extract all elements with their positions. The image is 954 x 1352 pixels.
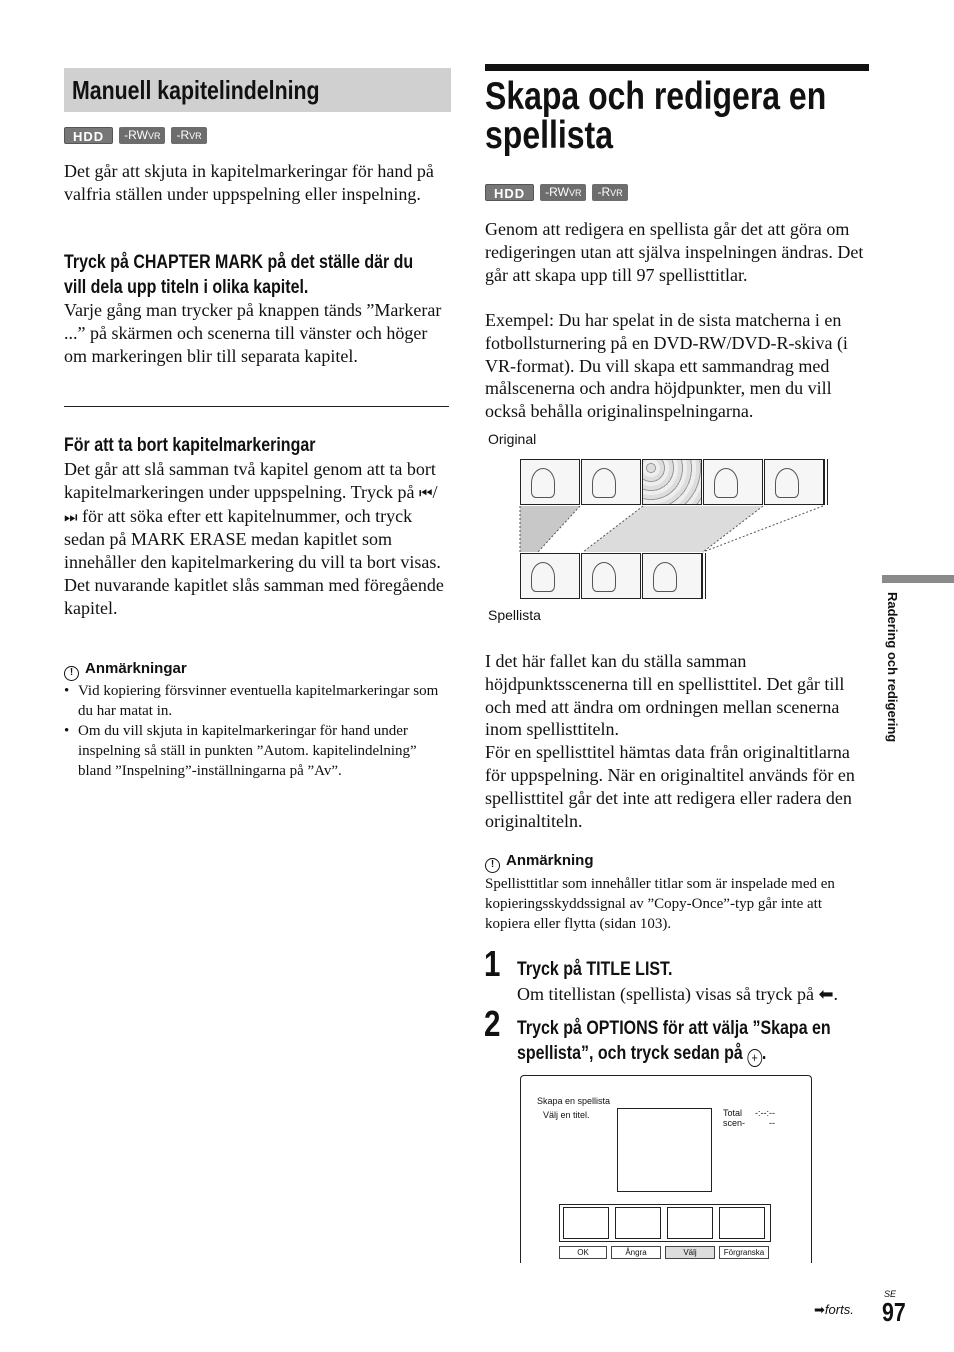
undo-button[interactable]: Ångra	[611, 1246, 661, 1259]
frame-strip-end	[824, 459, 828, 505]
diagram-playlist-label: Spellista	[488, 607, 541, 623]
side-tab-bar	[882, 575, 954, 583]
note-icon: !	[485, 858, 500, 873]
playlist-frame	[642, 553, 702, 599]
total-value: -:--:-- --	[755, 1108, 775, 1128]
step-body: Varje gång man trycker på knappen tänds ”Markerar ...” på skärmen och scenerna till vänster och höger om markeringen blir till separata kapitel.	[64, 300, 442, 366]
sub-heading: För att ta bort kapitelmarkeringar	[64, 434, 316, 456]
thumbnail[interactable]	[563, 1207, 609, 1239]
preview-button[interactable]: Förgranska	[719, 1246, 769, 1259]
badge-row-right	[485, 184, 634, 202]
badge-row-left	[64, 127, 213, 145]
original-frame	[520, 459, 580, 505]
back-arrow-icon: ⬅	[818, 984, 834, 1005]
hdd-badge: HDD	[64, 127, 113, 144]
prev-chapter-icon: ⏮	[418, 483, 433, 502]
frame-strip-end	[702, 553, 706, 599]
original-frame	[703, 459, 763, 505]
side-tab-label: Radering och redigering	[885, 592, 900, 743]
continued-label: ➡forts.	[814, 1302, 854, 1318]
screen-subtitle: Välj en titel.	[543, 1110, 590, 1120]
playlist-diagram	[518, 459, 830, 601]
step-1-body: Om titellistan (spellista) visas så tryck på ⬅.	[517, 984, 839, 1005]
step-2-heading: Tryck på OPTIONS för att välja ”Skapa en spellista”, och tryck sedan på + .	[517, 1017, 831, 1065]
preview-window	[617, 1108, 712, 1192]
left-intro: Det går att skjuta in kapitelmarkeringar för hand på valfria ställen under uppspelning eller inspelning.	[64, 161, 434, 204]
playlist-frame	[520, 553, 580, 599]
diagram-original-label: Original	[488, 431, 537, 447]
section-title: Manuell kapitelindelning	[72, 75, 320, 105]
notes-heading: ! Anmärkningar	[64, 660, 187, 681]
title-rule	[485, 64, 869, 71]
arrow-right-icon: ➡	[814, 1303, 825, 1318]
hdd-badge: HDD	[485, 184, 534, 201]
screen-title: Skapa en spellista	[537, 1096, 611, 1106]
original-frame	[581, 459, 641, 505]
total-label: Total scen-	[723, 1108, 746, 1128]
playlist-frame	[581, 553, 641, 599]
thumbnail[interactable]	[719, 1207, 765, 1239]
next-chapter-icon: ⏭	[64, 507, 78, 526]
note-heading: ! Anmärkning	[485, 852, 594, 873]
page-title: Skapa och redigera en spellista	[485, 75, 827, 157]
step-1-number: 1	[484, 943, 501, 984]
example-text: Exempel: Du har spelat in de sista matcherna i en fotbollsturnering på en DVD-RW/DVD-R-skiva (i VR-format). Du vill skapa ett sammandrag med målscenerna och andra höjdpunkter, men du vill också behålla originalinspelningarna.	[485, 310, 848, 422]
language-code: SE	[884, 1289, 897, 1299]
thumbnail-strip	[559, 1204, 771, 1242]
enter-button-icon: +	[747, 1049, 762, 1067]
divider	[64, 406, 449, 407]
step-heading: Tryck på CHAPTER MARK på det ställe där du vill dela upp titeln i olika kapitel.	[64, 251, 414, 298]
right-intro: Genom att redigera en spellista går det att göra om redigeringen utan att själva inspelningen ändras. Det går att skapa upp till 97 spellisttitlar.	[485, 219, 864, 285]
thumbnail[interactable]	[667, 1207, 713, 1239]
right-body: I det här fallet kan du ställa samman höjdpunktsscenerna till en spellisttitel. Det går till och med att ändra om ordningen mellan scenerna inom spellisttiteln. För en spellisttitel hämtas data från originaltitlarna för uppspelning. När en originaltitel används för en spellisttitel går det inte att redigera eller radera den originaltiteln.	[485, 651, 855, 831]
note-icon: !	[64, 666, 79, 681]
thumbnail[interactable]	[615, 1207, 661, 1239]
select-button[interactable]: Välj	[665, 1246, 715, 1259]
r-vr-badge: -RVR	[171, 127, 206, 144]
rw-vr-badge: -RWVR	[119, 127, 165, 144]
original-frame	[642, 459, 702, 505]
ok-button[interactable]: OK	[559, 1246, 607, 1259]
notes-list	[64, 681, 449, 781]
list-item: • Om du vill skjuta in kapitelmarkeringar för hand under inspelning så ställ in punkten ”Autom. kapitelindelning” bland ”Inspelning”-inställningarna på ”Av”.	[64, 721, 449, 781]
r-vr-badge: -RVR	[592, 184, 627, 201]
step-1-heading: Tryck på TITLE LIST.	[517, 958, 673, 980]
note-text: Spellisttitlar som innehåller titlar som är inspelade med en kopieringsskyddssignal av ”Copy-Once”-typ går inte att kopiera eller flytta (sidan 103).	[485, 876, 835, 932]
step-2-number: 2	[484, 1003, 501, 1044]
list-item: • Vid kopiering försvinner eventuella kapitelmarkeringar som du har matat in.	[64, 681, 449, 721]
original-frame	[764, 459, 824, 505]
remove-body: Det går att slå samman två kapitel genom att ta bort kapitelmarkeringen under uppspelning. Tryck på ⏮/⏭ för att söka efter ett kapitelnummer, och tryck sedan på MARK ERASE medan kapitlet som innehåller den kapitelmarkering du vill ta bort visas. Det nuvarande kapitlet slås samman med föregående kapitel.	[64, 459, 444, 618]
screen-mockup	[520, 1075, 812, 1263]
rw-vr-badge: -RWVR	[540, 184, 586, 201]
page-number: 97	[882, 1297, 906, 1327]
